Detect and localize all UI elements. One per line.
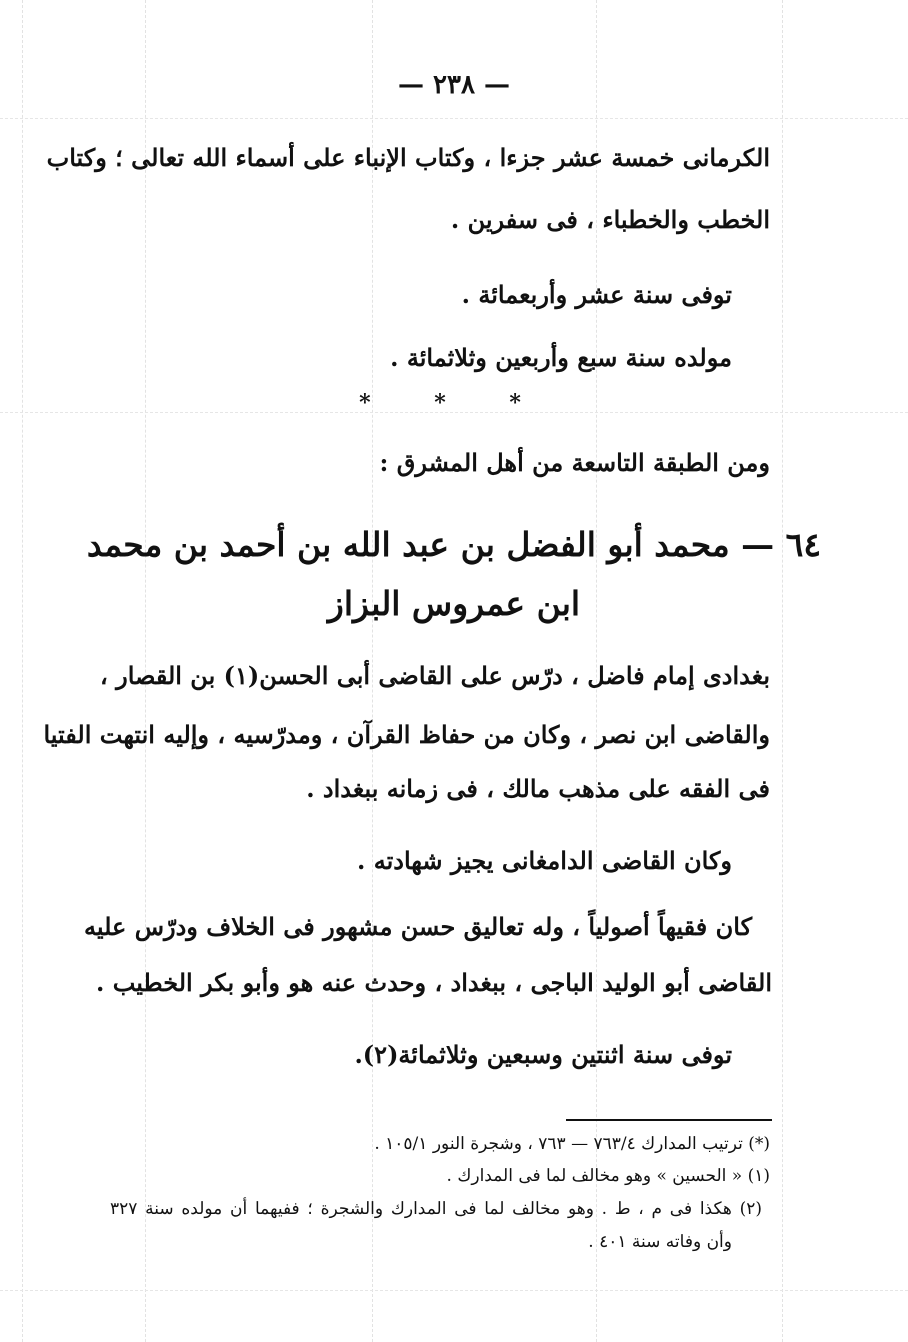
scan-grid-line <box>782 0 783 1342</box>
footnote-rule <box>566 1119 772 1121</box>
text-line-2: الخطب والخطباء ، فى سفرين . <box>450 205 770 234</box>
scan-grid-line <box>0 118 908 119</box>
text-line-1: الكرمانى خمسة عشر جزءا ، وكتاب الإنباء على أسماء الله تعالى ؛ وكتاب <box>46 143 770 172</box>
body-line-1: بغدادى إمام فاضل ، درّس على القاضى أبى الحسن(١) بن القصار ، <box>100 661 770 690</box>
body-line-3: فى الفقه على مذهب مالك ، فى زمانه ببغداد . <box>306 774 770 803</box>
footnote-2: (٢) هكذا فى م ، ط . وهو مخالف لما فى المدارك والشجرة ؛ ففيهما أن مولده سنة ٣٢٧ <box>110 1199 762 1219</box>
birth-year-line: مولده سنة سبع وأربعين وثلاثمائة . <box>390 343 732 372</box>
page-number: — ٢٣٨ — <box>397 70 511 100</box>
section-intro: ومن الطبقة التاسعة من أهل المشرق : <box>379 448 770 477</box>
section-separator: * * * <box>359 390 549 416</box>
footnote-star: (*) ترتيب المدارك ٧٦٣/٤ — ٧٦٣ ، وشجرة النور ١٠٥/١ . <box>374 1134 770 1154</box>
footnote-1: (١) « الحسين » وهو مخالف لما فى المدارك . <box>446 1166 770 1186</box>
scan-grid-line <box>22 0 23 1342</box>
death-year-line: توفى سنة عشر وأربعمائة . <box>461 280 732 309</box>
footnote-2-continued: وأن وفاته سنة ٤٠١ . <box>588 1232 732 1252</box>
body-line-6: القاضى أبو الوليد الباجى ، ببغداد ، وحدث عنه هو وأبو بكر الخطيب . <box>96 968 772 997</box>
body-line-4: وكان القاضى الدامغانى يجيز شهادته . <box>357 846 732 875</box>
body-line-2: والقاضى ابن نصر ، وكان من حفاظ القرآن ، ومدرّسيه ، وإليه انتهت الفتيا <box>43 720 770 749</box>
body-line-7: توفى سنة اثنتين وسبعين وثلاثمائة(٢). <box>354 1040 732 1069</box>
entry-heading-line-2: ابن عمروس البزاز <box>327 584 581 623</box>
body-line-5: كان فقيهاً أصولياً ، وله تعاليق حسن مشهور فى الخلاف ودرّس عليه <box>84 912 752 941</box>
scan-grid-line <box>0 1290 908 1291</box>
entry-heading-line-1: ٦٤ — محمد أبو الفضل بن عبد الله بن أحمد بن محمد <box>86 525 822 564</box>
